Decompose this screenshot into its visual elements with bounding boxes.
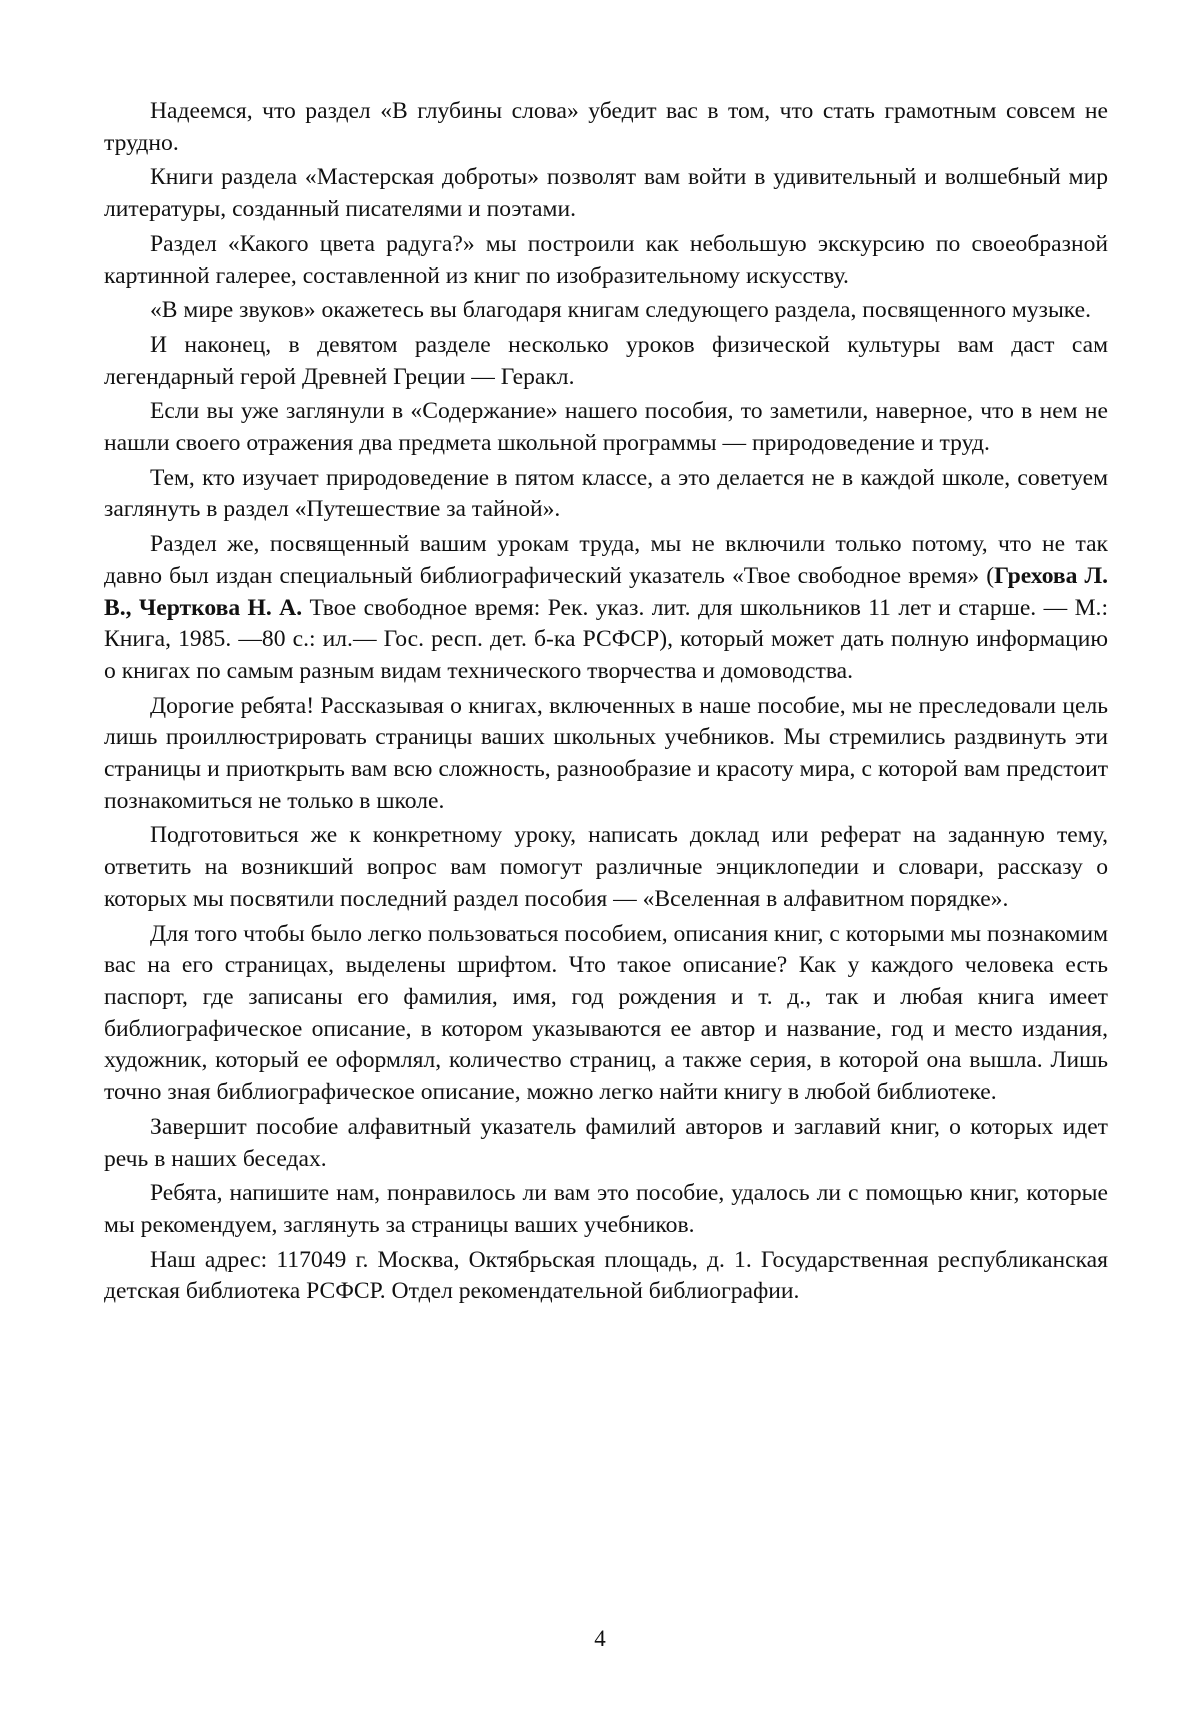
- paragraph: [104, 1112, 1108, 1175]
- text-segment: Книги раздела «Мастерская доброты» позволят вам войти в удивительный и волшебный мир литературы, созданный писателями и поэтами.: [104, 164, 1108, 222]
- page-number: 4: [0, 1625, 1200, 1653]
- text-segment: Твое свободное время: Рек. указ. лит. для школьников 11 лет и старше. — М.: Книга, 1985. —80 с.: ил.— Гос. респ. дет. б-ка РСФСР), который может дать полную информацию о книгах по самым разным видам технического творчества и домоводства.: [104, 595, 1108, 684]
- paragraph: [104, 330, 1108, 393]
- paragraph: [104, 96, 1108, 159]
- paragraph: [104, 529, 1108, 688]
- paragraph: [104, 1245, 1108, 1308]
- text-segment: И наконец, в девятом разделе несколько уроков физической культуры вам даст сам легендарный герой Древней Греции — Геракл.: [104, 332, 1108, 390]
- paragraph: [104, 820, 1108, 915]
- paragraph: [104, 396, 1108, 459]
- body-text: [104, 96, 1108, 1308]
- text-segment: Раздел же, посвященный вашим урокам труда, мы не включили только потому, что не так давно был издан специальный библиографический указатель «Твое свободное время» (: [104, 531, 1108, 589]
- text-segment: Если вы уже заглянули в «Содержание» нашего пособия, то заметили, наверное, что в нем не нашли своего отражения два предмета школьной программы — природоведение и труд.: [104, 398, 1108, 456]
- text-segment: Тем, кто изучает природоведение в пятом классе, а это делается не в каждой школе, советуем заглянуть в раздел «Путешествие за тайной».: [104, 465, 1108, 523]
- text-segment: Раздел «Какого цвета радуга?» мы построили как небольшую экскурсию по своеобразной картинной галерее, составленной из книг по изобразительному искусству.: [104, 231, 1108, 289]
- document-page: [0, 0, 1200, 1725]
- text-segment: Надеемся, что раздел «В глубины слова» убедит вас в том, что стать грамотным совсем не трудно.: [104, 98, 1108, 156]
- bold-citation: Грехова Л. В., Черткова Н. А.: [104, 563, 1108, 621]
- text-segment: Дорогие ребята! Рассказывая о книгах, включенных в наше пособие, мы не преследовали цель лишь проиллюстрировать страницы ваших школьных учебников. Мы стремились раздвинуть эти страницы и приоткрыть вам всю сложность, разнообразие и красоту мира, с которой вам предстоит познакомиться не только в школе.: [104, 693, 1108, 814]
- text-segment: Подготовиться же к конкретному уроку, написать доклад или реферат на заданную тему, ответить на возникший вопрос вам помогут различные энциклопедии и словари, рассказу о которых мы посвятили последний раздел пособия — «Вселенная в алфавитном порядке».: [104, 822, 1108, 911]
- paragraph: [104, 229, 1108, 292]
- paragraph: [104, 919, 1108, 1109]
- text-segment: Завершит пособие алфавитный указатель фамилий авторов и заглавий книг, о которых идет речь в наших беседах.: [104, 1114, 1108, 1172]
- paragraph: [104, 295, 1108, 327]
- paragraph: [104, 691, 1108, 818]
- paragraph: [104, 1178, 1108, 1241]
- text-segment: Ребята, напишите нам, понравилось ли вам это пособие, удалось ли с помощью книг, которые мы рекомендуем, заглянуть за страницы ваших учебников.: [104, 1180, 1108, 1238]
- text-segment: Для того чтобы было легко пользоваться пособием, описания книг, с которыми мы познакомим вас на его страницах, выделены шрифтом. Что такое описание? Как у каждого человека есть паспорт, где записаны его фамилия, имя, год рождения и т. д., так и любая книга имеет библиографическое описание, в котором указываются ее автор и название, год и место издания, художник, который ее оформлял, количество страниц, а также серия, в которой она вышла. Лишь точно зная библиографическое описание, можно легко найти книгу в любой библиотеке.: [104, 921, 1108, 1106]
- paragraph: [104, 463, 1108, 526]
- text-segment: Наш адрес: 117049 г. Москва, Октябрьская площадь, д. 1. Государственная республиканская детская библиотека РСФСР. Отдел рекомендательной библиографии.: [104, 1247, 1108, 1305]
- paragraph: [104, 162, 1108, 225]
- text-segment: «В мире звуков» окажетесь вы благодаря книгам следующего раздела, посвященного музыке.: [150, 297, 1091, 323]
